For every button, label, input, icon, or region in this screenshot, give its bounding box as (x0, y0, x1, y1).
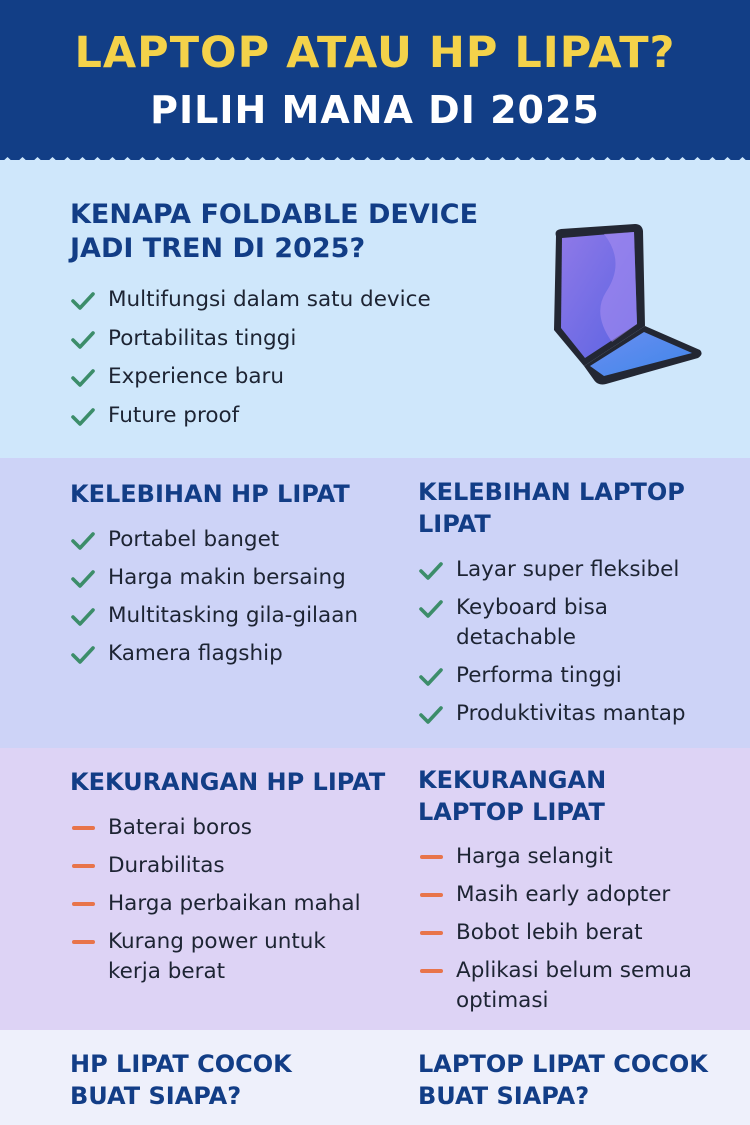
list-item: Bobot lebih berat (418, 918, 692, 948)
fit-laptop-heading: LAPTOP LIPAT COCOK BUAT SIAPA? (418, 1050, 708, 1110)
check-icon (70, 530, 96, 552)
list-item: Harga makin bersaing (70, 563, 358, 593)
list-item: Experience baru (70, 362, 431, 392)
title-line-1: LAPTOP ATAU HP LIPAT? (74, 28, 676, 78)
pros-laptop-list (418, 555, 686, 729)
dash-icon (72, 864, 95, 868)
list-item: Produktivitas mantap (418, 699, 686, 729)
check-icon (70, 606, 96, 628)
check-icon (418, 704, 444, 726)
check-icon (70, 568, 96, 590)
check-icon (70, 367, 96, 389)
check-icon (418, 598, 444, 620)
title-line-2: PILIH MANA DI 2025 (150, 88, 600, 132)
list-item: Future proof (70, 401, 431, 431)
check-icon (418, 560, 444, 582)
list-item: Aplikasi belum semua optimasi (418, 956, 692, 1016)
dash-icon (420, 893, 443, 897)
why-heading: KENAPA FOLDABLE DEVICE JADI TREN DI 2025? (70, 199, 479, 264)
list-item: Layar super fleksibel (418, 555, 686, 585)
cons-laptop-heading: KEKURANGAN LAPTOP LIPAT (418, 766, 607, 826)
header-banner (0, 0, 750, 170)
check-icon (70, 329, 96, 351)
dash-icon (420, 931, 443, 935)
list-item: Harga selangit (418, 842, 692, 872)
list-item: Harga perbaikan mahal (70, 889, 361, 919)
cons-hp-heading: KEKURANGAN HP LIPAT (70, 768, 386, 796)
dash-icon (420, 969, 443, 973)
list-item: Portabel banget (70, 525, 358, 555)
cons-hp-list (70, 813, 361, 987)
check-icon (70, 406, 96, 428)
list-item: Masih early adopter (418, 880, 692, 910)
dash-icon (72, 902, 95, 906)
list-item: Multitasking gila-gilaan (70, 601, 358, 631)
list-item: Kamera flagship (70, 639, 358, 669)
pros-hp-heading: KELEBIHAN HP LIPAT (70, 480, 350, 508)
fit-hp-heading: HP LIPAT COCOK BUAT SIAPA? (70, 1050, 292, 1110)
why-list (70, 285, 431, 431)
cons-laptop-list (418, 842, 692, 1016)
list-item: Performa tinggi (418, 661, 686, 691)
foldable-laptop-icon (544, 222, 706, 388)
list-item: Baterai boros (70, 813, 361, 843)
list-item: Keyboard bisa detachable (418, 593, 686, 653)
dash-icon (72, 826, 95, 830)
pros-hp-list (70, 525, 358, 669)
check-icon (70, 644, 96, 666)
check-icon (418, 666, 444, 688)
pros-laptop-heading: KELEBIHAN LAPTOP LIPAT (418, 478, 685, 538)
list-item: Durabilitas (70, 851, 361, 881)
list-item: Kurang power untuk kerja berat (70, 927, 361, 987)
dash-icon (72, 940, 95, 944)
dash-icon (420, 855, 443, 859)
check-icon (70, 290, 96, 312)
list-item: Multifungsi dalam satu device (70, 285, 431, 315)
list-item: Portabilitas tinggi (70, 324, 431, 354)
